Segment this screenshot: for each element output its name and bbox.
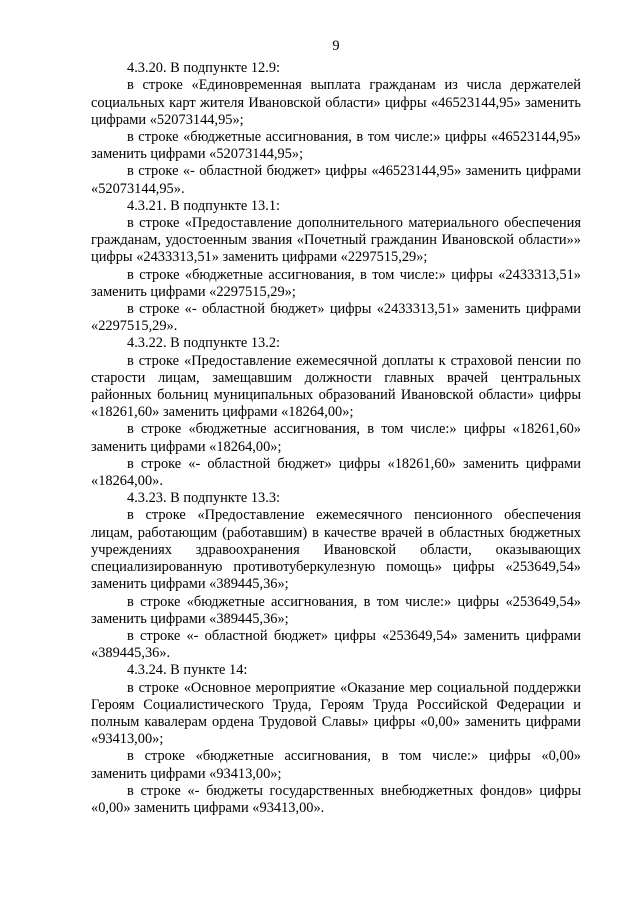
paragraph: в строке «Предоставление ежемесячного пенсионного обеспечения лицам, работающим (работавшим) в качестве врачей в областных бюджетных учреждениях здравоохранения Ивановской области, оказывающих специализированную противотуберкулезную помощь» цифры «253649,54» заменить цифрами «389445,36»; [91,507,581,593]
document-page [91,38,581,817]
paragraph: в строке «Предоставление ежемесячной доплаты к страховой пенсии по старости лицам, замещавшим должности главных врачей центральных районных больниц муниципальных образований Ивановской области» цифры «18261,60» заменить цифрами «18264,00»; [91,352,581,421]
paragraph: в строке «бюджетные ассигнования, в том числе:» цифры «0,00» заменить цифрами «93413,00»; [91,748,581,782]
section-heading: 4.3.20. В подпункте 12.9: [127,60,281,77]
paragraph: в строке «- областной бюджет» цифры «46523144,95» заменить цифрами «52073144,95». [91,163,581,197]
paragraph: в строке «Предоставление дополнительного материального обеспечения гражданам, удостоенным звания «Почетный гражданин Ивановской области»» цифры «2433313,51» заменить цифрами «2297515,29»; [91,215,581,266]
paragraph: в строке «Основное мероприятие «Оказание мер социальной поддержки Героям Социалистического Труда, Героям Труда Российской Федерации и полным кавалерам ордена Трудовой Славы» цифры «0,00» заменить цифрами «93413,00»; [91,679,581,748]
paragraph: в строке «бюджетные ассигнования, в том числе:» цифры «2433313,51» заменить цифрами «2297515,29»; [91,266,581,300]
paragraph: в строке «бюджетные ассигнования, в том числе:» цифры «253649,54» заменить цифрами «389445,36»; [91,593,581,627]
section-heading: 4.3.21. В подпункте 13.1: [127,197,281,214]
section-heading: 4.3.23. В подпункте 13.3: [127,490,281,507]
paragraph: в строке «бюджетные ассигнования, в том числе:» цифры «18261,60» заменить цифрами «18264,00»; [91,421,581,455]
paragraph: в строке «- областной бюджет» цифры «253649,54» заменить цифрами «389445,36». [91,627,581,662]
paragraph: в строке «- бюджеты государственных внебюджетных фондов» цифры «0,00» заменить цифрами «93413,00». [91,782,581,816]
paragraph: в строке «- областной бюджет» цифры «2433313,51» заменить цифрами «2297515,29». [91,301,581,335]
section-heading: 4.3.22. В подпункте 13.2: [127,335,281,352]
paragraph: в строке «бюджетные ассигнования, в том числе:» цифры «46523144,95» заменить цифрами «52073144,95»; [91,129,581,163]
page-number: 9 [332,38,340,54]
paragraph: в строке «- областной бюджет» цифры «18261,60» заменить цифрами «18264,00». [91,455,581,490]
section-heading: 4.3.24. В пункте 14: [127,662,248,679]
document-body [91,60,581,817]
paragraph: в строке «Единовременная выплата гражданам из числа держателей социальных карт жителя Ивановской области» цифры «46523144,95» заменить цифрами «52073144,95»; [91,77,581,128]
